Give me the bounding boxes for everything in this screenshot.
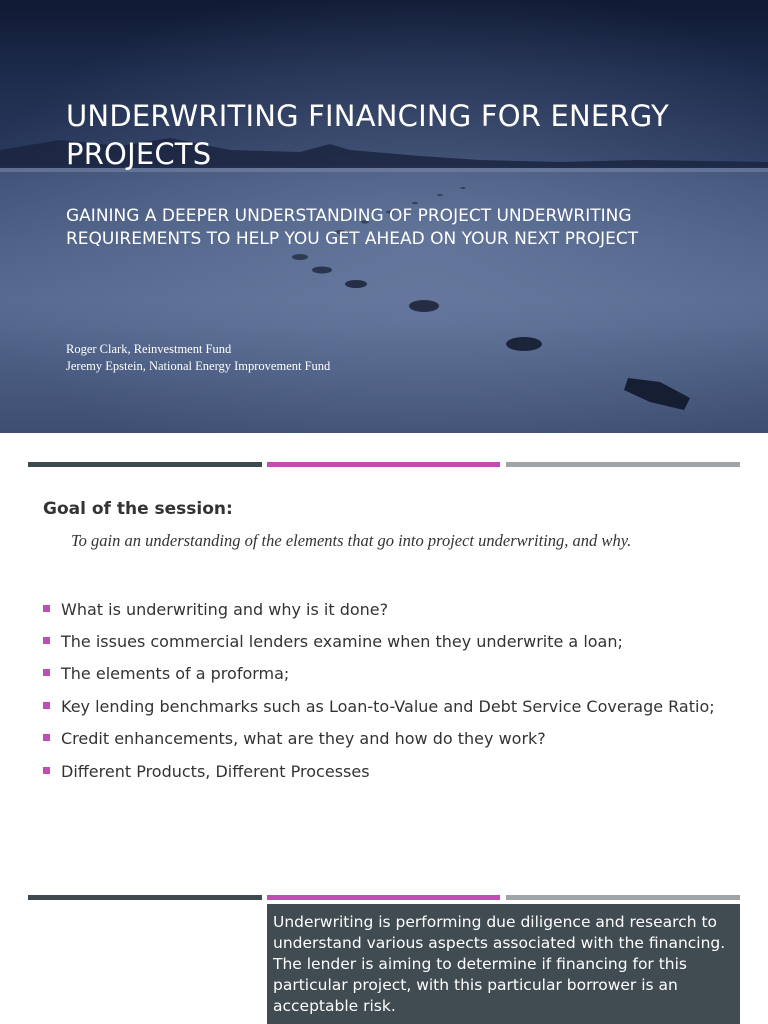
title-slide bbox=[0, 0, 768, 433]
goal-statement: To gain an understanding of the elements that go into project underwriting, and why. bbox=[71, 531, 632, 550]
header-bar-pink bbox=[267, 895, 500, 900]
list-item-text: Different Products, Different Processes bbox=[61, 761, 370, 781]
author-line: Roger Clark, Reinvestment Fund bbox=[66, 342, 232, 356]
author-line: Jeremy Epstein, National Energy Improvement Fund bbox=[66, 359, 331, 373]
list-item bbox=[43, 625, 743, 657]
list-item-text: What is underwriting and why is it done? bbox=[61, 599, 389, 619]
square-bullet-icon bbox=[43, 605, 50, 612]
square-bullet-icon bbox=[43, 669, 50, 676]
definition-slide bbox=[0, 883, 768, 1024]
definition-box: Underwriting is performing due diligence and research to understand various aspects associated with the financing. The lender is aiming to determine if financing for this particular project, with this particular borrower is an acceptable risk. bbox=[267, 904, 740, 1024]
slide-title: UNDERWRITING FINANCING FOR ENERGY PROJECTS bbox=[66, 99, 669, 172]
list-item-text: Credit enhancements, what are they and how do they work? bbox=[61, 729, 546, 749]
topics-list bbox=[43, 593, 743, 787]
square-bullet-icon bbox=[43, 767, 50, 774]
list-item-text: The issues commercial lenders examine when they underwrite a loan; bbox=[61, 632, 623, 652]
list-item bbox=[43, 690, 743, 722]
list-item bbox=[43, 593, 743, 625]
square-bullet-icon bbox=[43, 637, 50, 644]
list-item bbox=[43, 658, 743, 690]
goal-slide bbox=[0, 433, 768, 883]
header-bar-grey bbox=[506, 895, 740, 900]
list-item-text: The elements of a proforma; bbox=[61, 664, 290, 684]
goal-heading: Goal of the session: bbox=[43, 499, 233, 519]
list-item bbox=[43, 723, 743, 755]
header-bar-dark bbox=[28, 895, 262, 900]
authors-block bbox=[66, 341, 566, 375]
header-bar-pink bbox=[267, 462, 500, 467]
header-bar-dark bbox=[28, 462, 262, 467]
list-item-text: Key lending benchmarks such as Loan-to-Value and Debt Service Coverage Ratio; bbox=[61, 696, 715, 716]
square-bullet-icon bbox=[43, 702, 50, 709]
slide-subtitle: GAINING A DEEPER UNDERSTANDING OF PROJECT UNDERWRITING REQUIREMENTS TO HELP YOU GET AHEAD ON YOUR NEXT PROJECT bbox=[66, 206, 639, 249]
header-bar-grey bbox=[506, 462, 740, 467]
square-bullet-icon bbox=[43, 734, 50, 741]
list-item bbox=[43, 755, 743, 787]
